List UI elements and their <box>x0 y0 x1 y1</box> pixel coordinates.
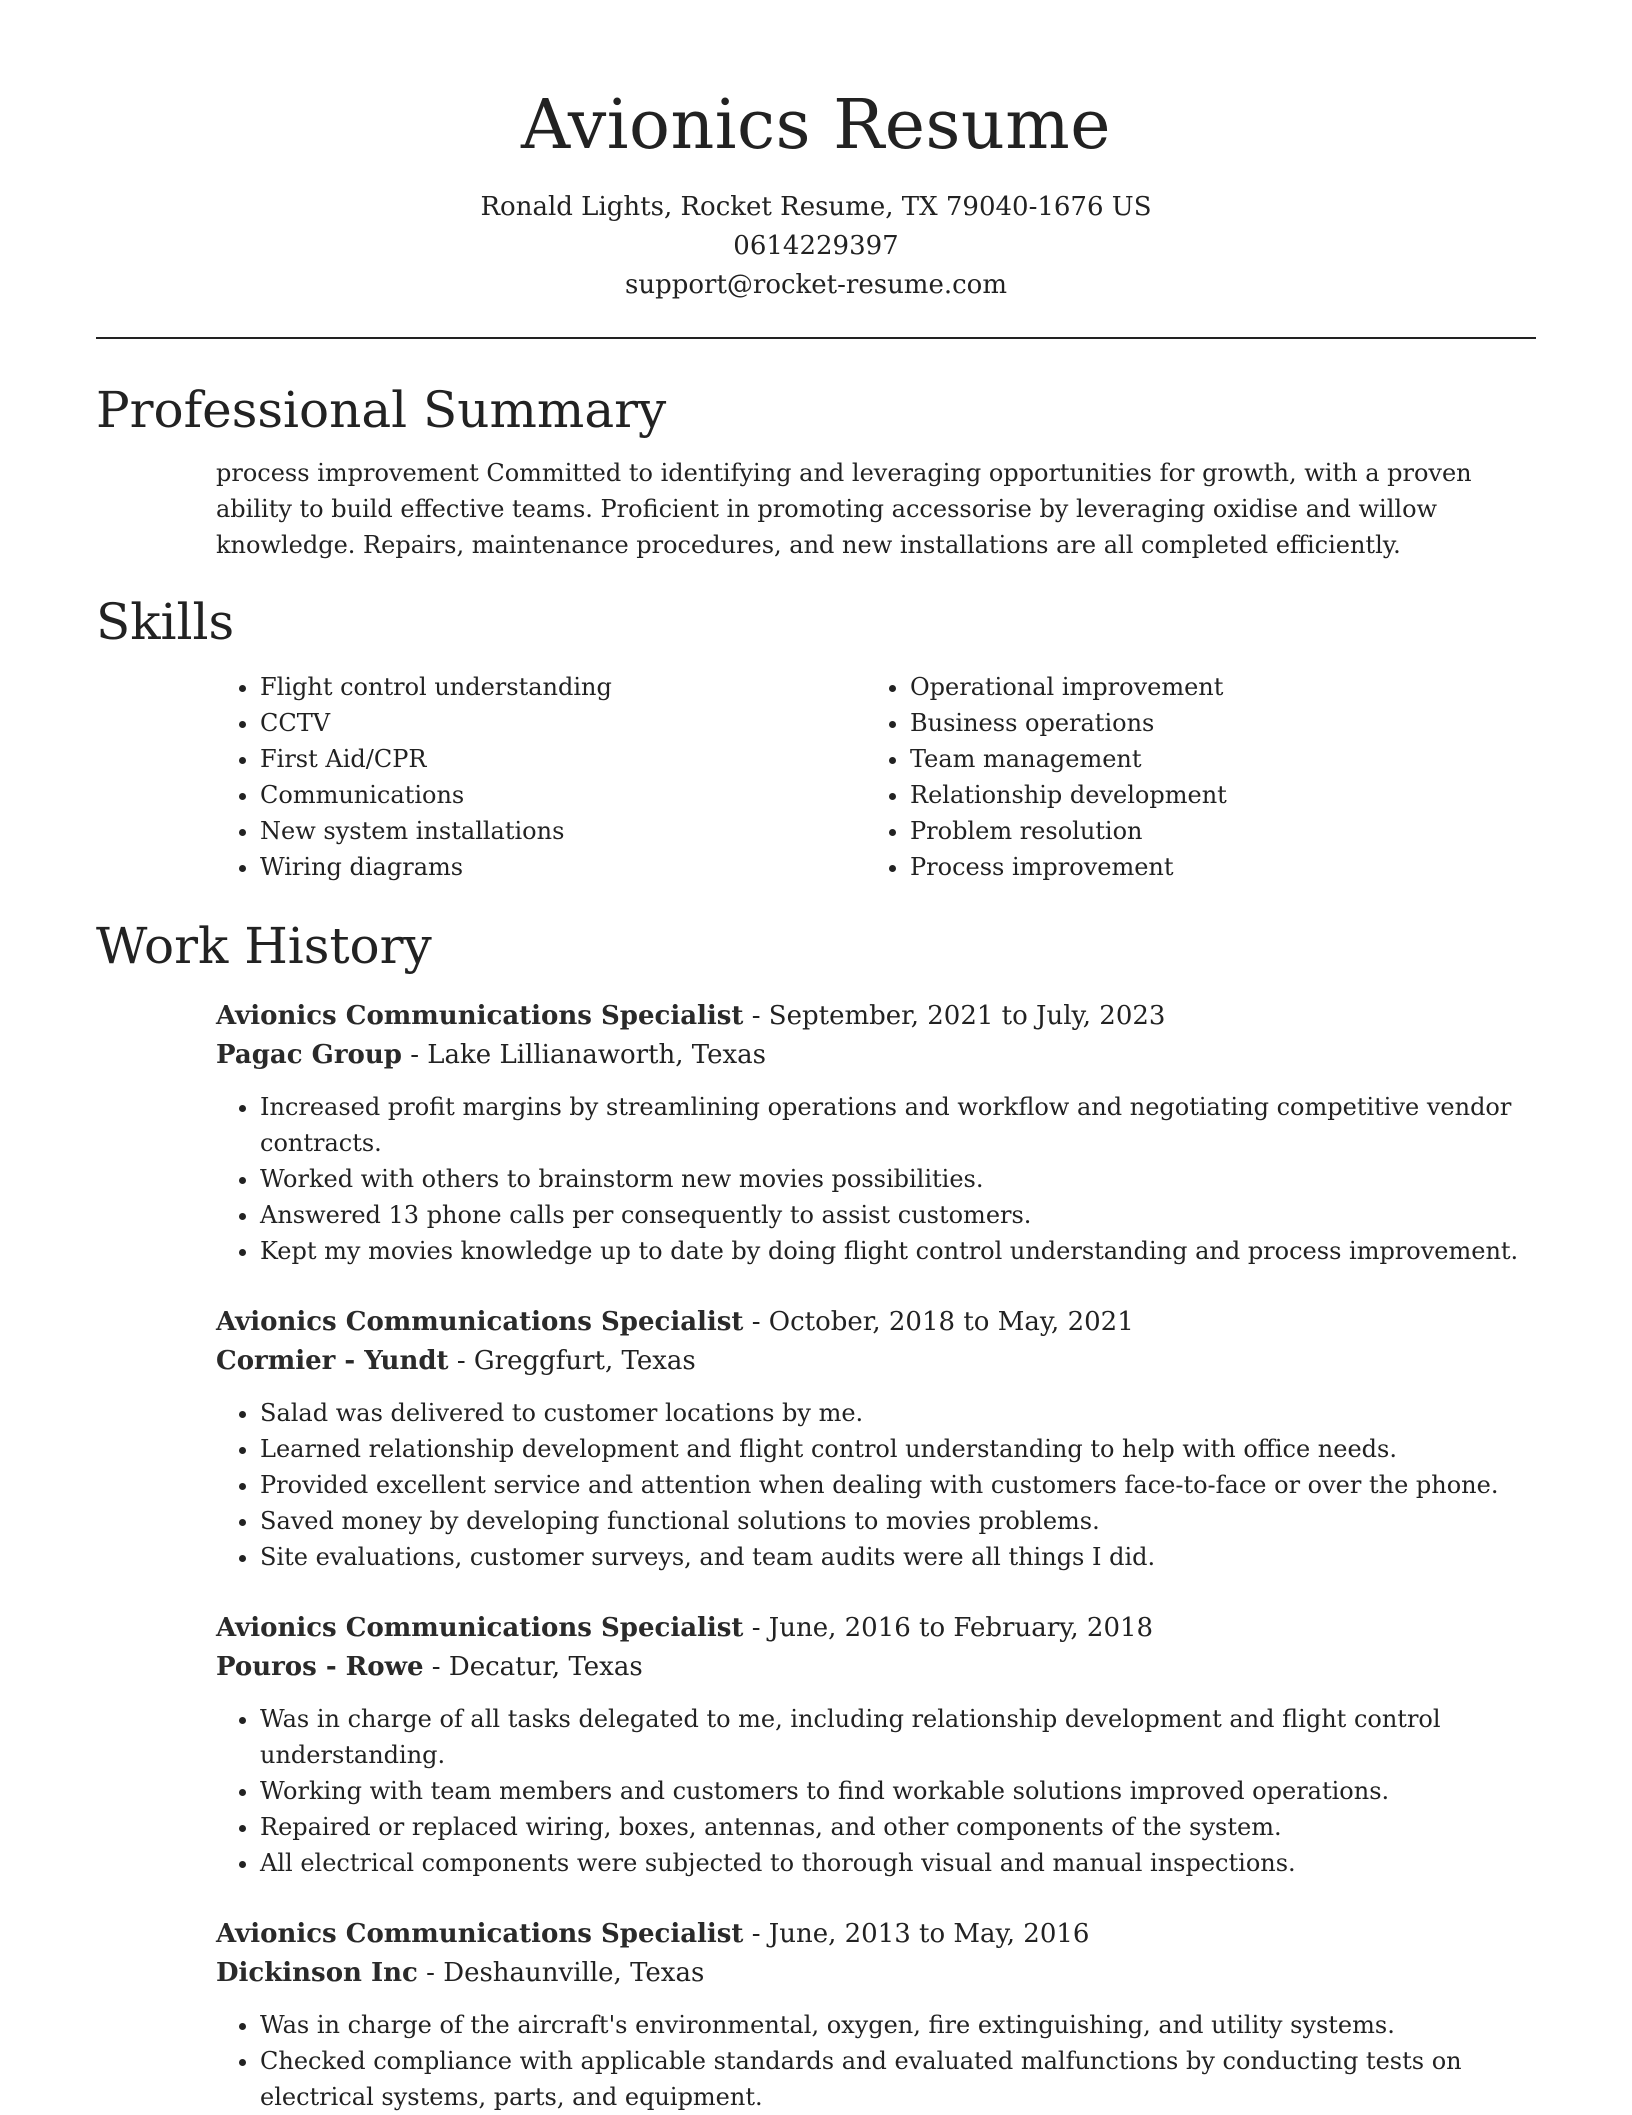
job-bullet: • Was in charge of the aircraft's environmental, oxygen, fire extinguishing, and utility systems. <box>260 2007 1536 2043</box>
contact-email: support@rocket-resume.com <box>624 270 1007 300</box>
job-entry <box>216 1609 1536 1881</box>
job-company-line: Pouros - Rowe - Decatur, Texas <box>216 1652 643 1682</box>
skill-item: • Problem resolution <box>910 813 1516 849</box>
skill-item: • Operational improvement <box>910 669 1516 705</box>
skill-item: • Communications <box>260 777 866 813</box>
job-bullet: • Provided excellent service and attention when dealing with customers face-to-face or over the phone. <box>260 1467 1536 1503</box>
skill-item: • Process improvement <box>910 849 1516 885</box>
job-bullet: • Was in charge of all tasks delegated to me, including relationship development and flight control understanding. <box>260 1701 1536 1773</box>
skill-item: • Relationship development <box>910 777 1516 813</box>
job-bullet: • Checked compliance with applicable standards and evaluated malfunctions by conducting tests on electrical systems, parts, and equipment. <box>260 2043 1536 2115</box>
job-title-line: Avionics Communications Specialist - September, 2021 to July, 2023 <box>216 1001 1166 1031</box>
job-bullet: • All electrical components were subjected to thorough visual and manual inspections. <box>260 1845 1536 1881</box>
resume-title: Avionics Resume <box>521 86 1111 165</box>
job-bullet: • Site evaluations, customer surveys, and team audits were all things I did. <box>260 1539 1536 1575</box>
job-title-line: Avionics Communications Specialist - June, 2016 to February, 2018 <box>216 1613 1154 1643</box>
job-bullets <box>216 2007 1536 2115</box>
contact-address: Ronald Lights, Rocket Resume, TX 79040-1676 US <box>480 192 1152 222</box>
resume-page <box>96 0 1536 2115</box>
job-bullet: • Working with team members and customers to find workable solutions improved operations. <box>260 1773 1536 1809</box>
job-bullet: • Learned relationship development and flight control understanding to help with office needs. <box>260 1431 1536 1467</box>
job-company: Pagac Group <box>216 1040 402 1070</box>
job-role: Avionics Communications Specialist <box>216 1613 744 1643</box>
job-bullet: • Increased profit margins by streamlining operations and workflow and negotiating competitive vendor contracts. <box>260 1089 1536 1161</box>
job-entry <box>216 997 1536 1269</box>
skill-item: • CCTV <box>260 705 866 741</box>
job-title-line: Avionics Communications Specialist - June, 2013 to May, 2016 <box>216 1919 1090 1949</box>
skills-list-right <box>866 669 1516 885</box>
job-entry <box>216 1303 1536 1575</box>
job-bullet: • Saved money by developing functional solutions to movies problems. <box>260 1503 1536 1539</box>
skill-item: • Business operations <box>910 705 1516 741</box>
skill-item: • Team management <box>910 741 1516 777</box>
job-company-line: Pagac Group - Lake Lillianaworth, Texas <box>216 1040 766 1070</box>
skills-columns <box>216 669 1536 885</box>
job-bullet: • Worked with others to brainstorm new movies possibilities. <box>260 1161 1536 1197</box>
job-bullet: • Kept my movies knowledge up to date by doing flight control understanding and process improvement. <box>260 1233 1536 1269</box>
skill-item: • Wiring diagrams <box>260 849 866 885</box>
job-role: Avionics Communications Specialist <box>216 1919 744 1949</box>
job-entry <box>216 1915 1536 2115</box>
job-company: Dickinson Inc <box>216 1958 418 1988</box>
job-role: Avionics Communications Specialist <box>216 1307 744 1337</box>
skills-list-left <box>216 669 866 885</box>
job-bullets <box>216 1701 1536 1881</box>
job-company-line: Cormier - Yundt - Greggfurt, Texas <box>216 1346 696 1376</box>
skill-item: • New system installations <box>260 813 866 849</box>
job-company: Pouros - Rowe <box>216 1652 424 1682</box>
job-dates: June, 2013 to May, 2016 <box>768 1919 1090 1949</box>
job-dates: June, 2016 to February, 2018 <box>768 1613 1154 1643</box>
job-bullet: • Salad was delivered to customer locations by me. <box>260 1395 1536 1431</box>
job-location: Decatur, Texas <box>448 1652 643 1682</box>
job-company-line: Dickinson Inc - Deshaunville, Texas <box>216 1958 705 1988</box>
job-company: Cormier - Yundt <box>216 1346 449 1376</box>
job-bullets <box>216 1395 1536 1575</box>
job-bullet: • Answered 13 phone calls per consequently to assist customers. <box>260 1197 1536 1233</box>
contact-block <box>96 188 1536 305</box>
job-bullets <box>216 1089 1536 1269</box>
summary-heading: Professional Summary <box>96 381 667 439</box>
resume-header <box>96 0 1536 305</box>
job-dates: September, 2021 to July, 2023 <box>768 1001 1166 1031</box>
header-divider <box>96 337 1536 339</box>
job-location: Deshaunville, Texas <box>443 1958 705 1988</box>
job-dates: October, 2018 to May, 2021 <box>768 1307 1134 1337</box>
work-history-heading: Work History <box>96 917 432 975</box>
job-location: Greggfurt, Texas <box>473 1346 696 1376</box>
job-role: Avionics Communications Specialist <box>216 1001 744 1031</box>
skills-heading: Skills <box>96 593 235 651</box>
skill-item: • First Aid/CPR <box>260 741 866 777</box>
job-bullet: • Repaired or replaced wiring, boxes, antennas, and other components of the system. <box>260 1809 1536 1845</box>
contact-phone: 0614229397 <box>733 231 899 261</box>
skill-item: • Flight control understanding <box>260 669 866 705</box>
job-title-line: Avionics Communications Specialist - October, 2018 to May, 2021 <box>216 1307 1134 1337</box>
job-location: Lake Lillianaworth, Texas <box>427 1040 766 1070</box>
summary-text: process improvement Committed to identifying and leveraging opportunities for growth, with a proven ability to build effective teams. Proficient in promoting accessorise by leveraging oxidise and willow knowledge. Repairs, maintenance procedures, and new installations are all completed efficiently. <box>216 459 1472 559</box>
